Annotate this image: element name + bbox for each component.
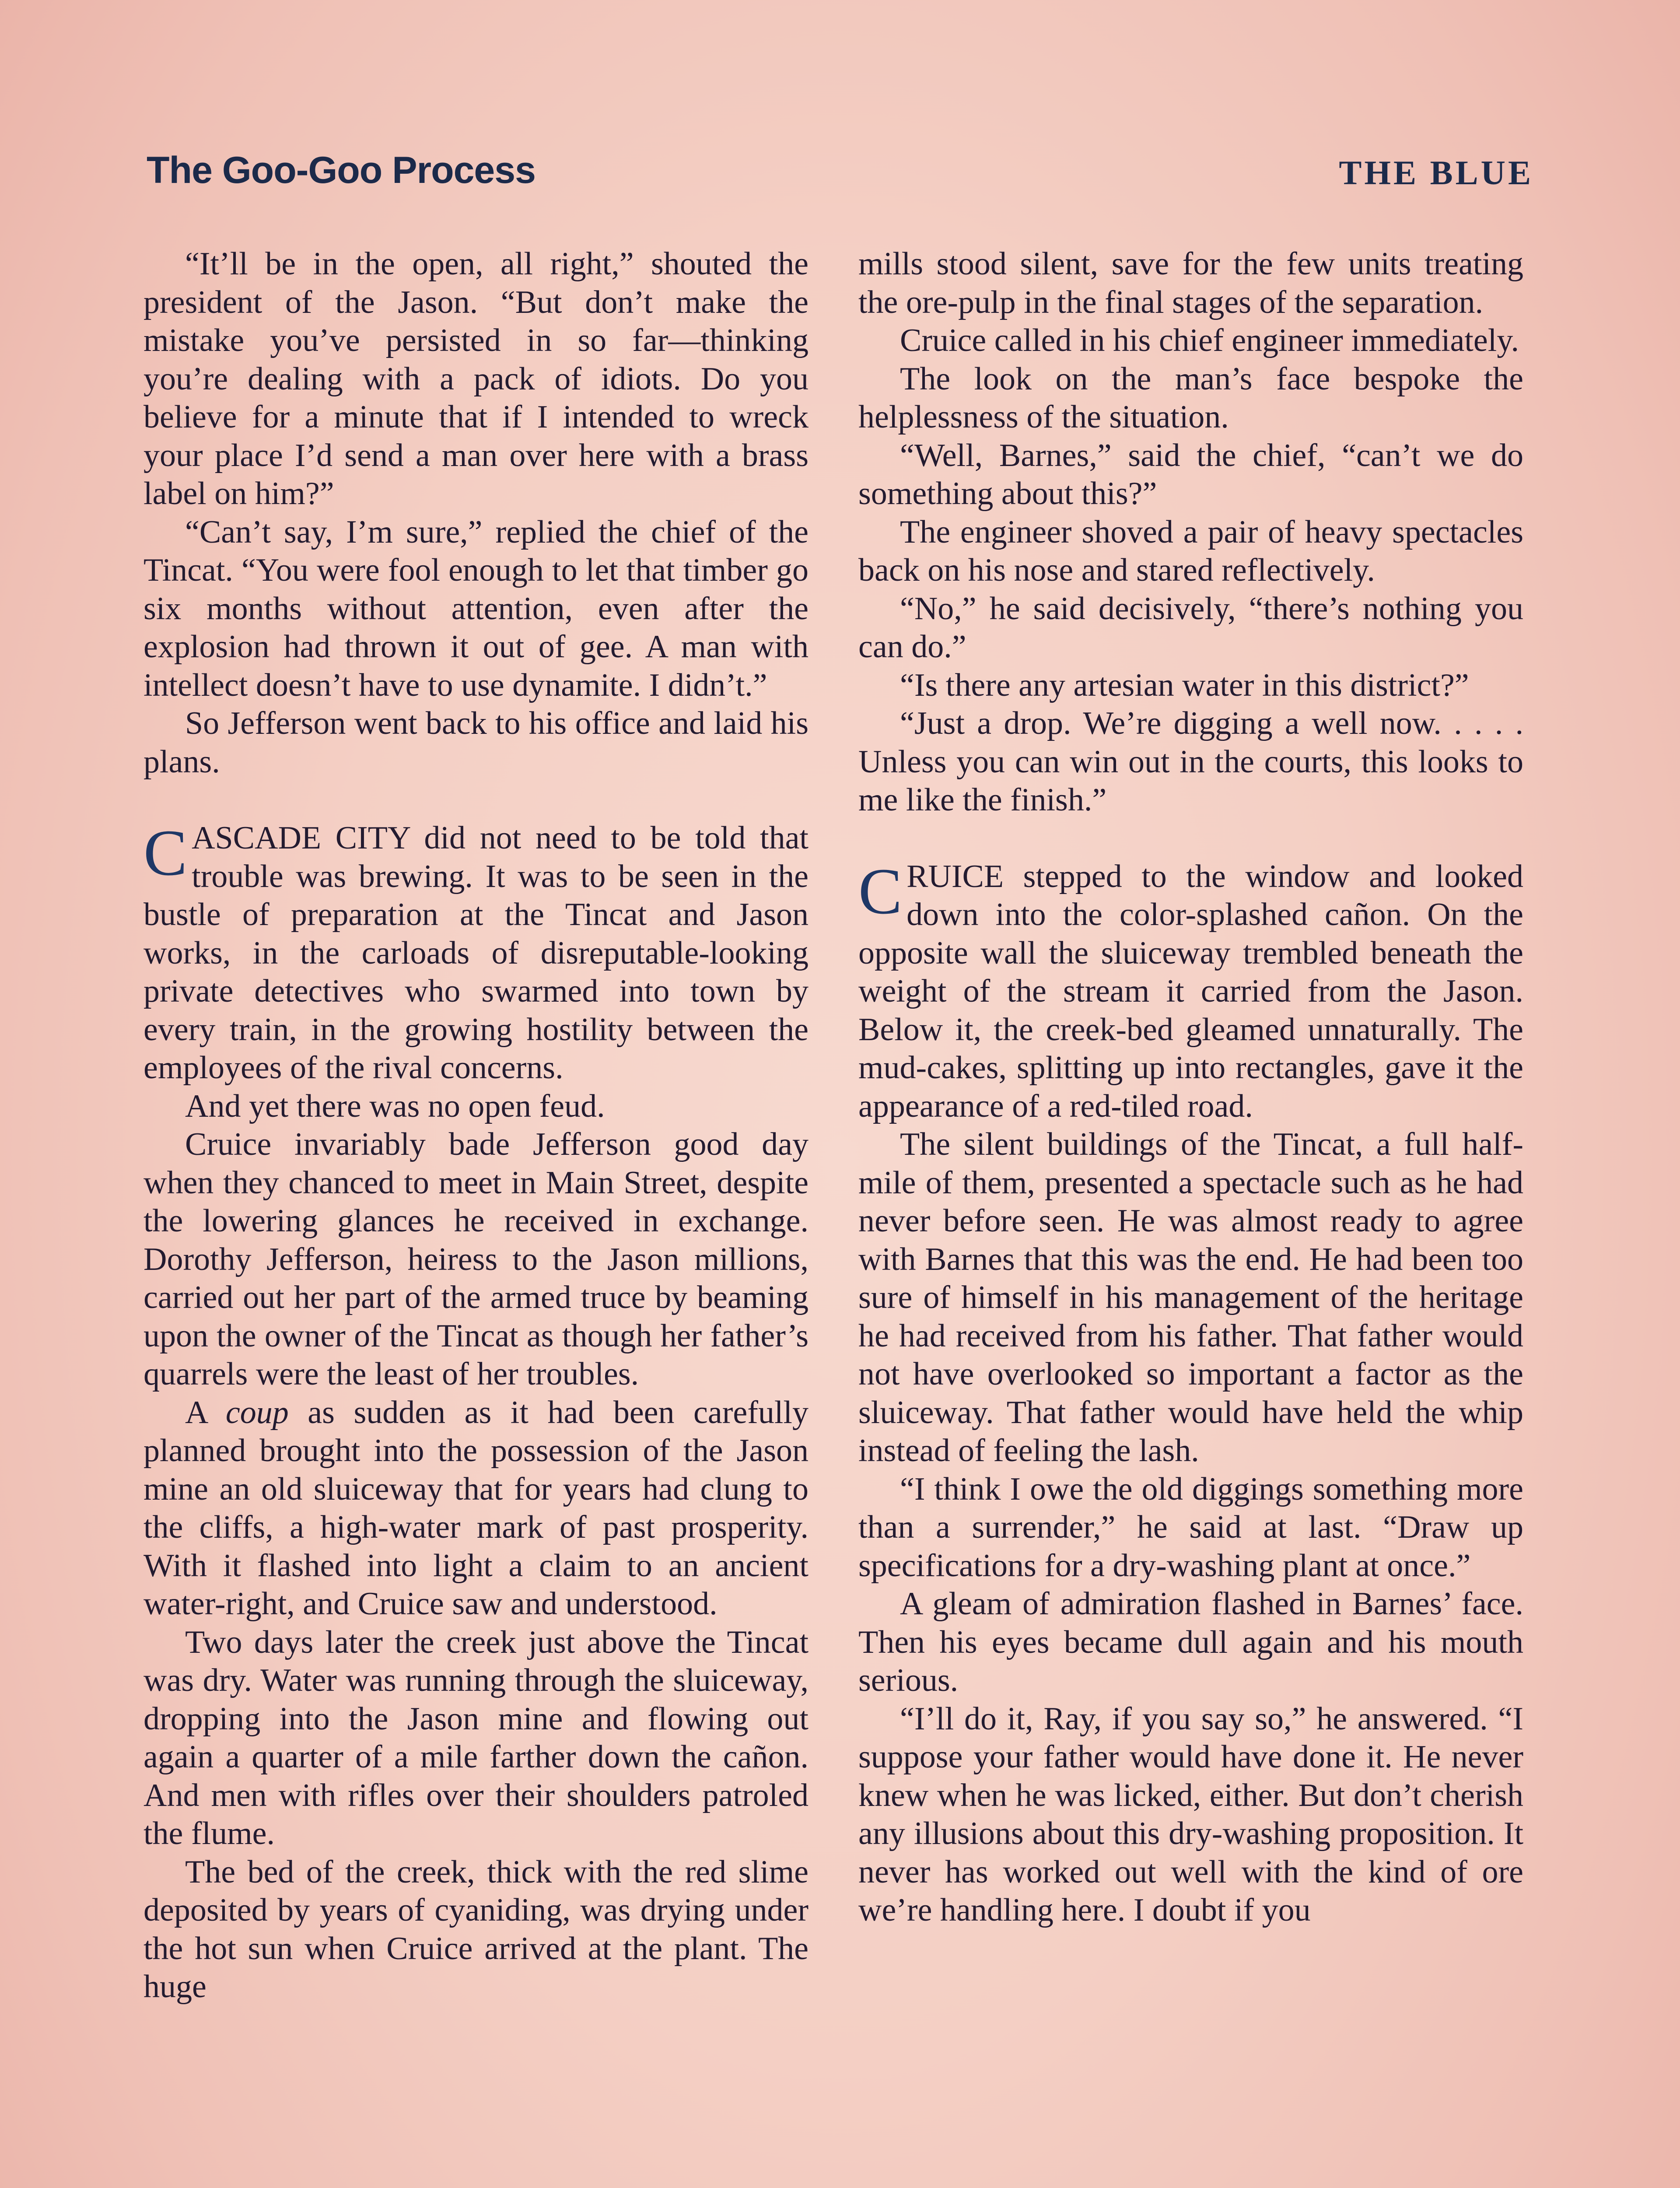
paragraph: “Just a drop. We’re digging a well now. . . . . Unless you can win out in the courts, this looks to me like the finish.” [858, 705, 1523, 818]
paragraph: “I think I owe the old diggings something more than a surrender,” he said at last. “Draw up specifications for a dry-washing plant at once.” [858, 1471, 1523, 1584]
drop-cap: C [858, 855, 903, 928]
right-column [858, 245, 1523, 1930]
paragraph: “Well, Barnes,” said the chief, “can’t we do something about this?” [858, 437, 1523, 512]
paragraph-text: ASCADE CITY did not need to be told that trouble was brewing. It was to be seen in the bustle of preparation at the Tincat and Jason works, in the carloads of disreputable-looking private detectives who swarmed into town by every train, in the growing hostility between the employees of the rival concerns. [144, 820, 808, 1086]
paragraph: mills stood silent, save for the few units treating the ore-pulp in the final stages of the separation. [858, 246, 1523, 320]
paragraph: “Is there any artesian water in this district?” [900, 667, 1469, 703]
drop-cap: C [144, 817, 188, 889]
paragraph: Cruice called in his chief engineer immediately. [900, 323, 1519, 358]
paragraph: The look on the man’s face bespoke the helplessness of the situation. [858, 361, 1523, 435]
paragraph-text: A [185, 1394, 226, 1431]
paragraph: “I’ll do it, Ray, if you say so,” he answered. “I suppose your father would have done it. He never knew when he was licked, either. But don’t cherish any illusions about this dry-washing proposition. It never has worked out well with the kind of ore we’re handling here. I doubt if you [858, 1701, 1523, 1928]
paragraph: The silent buildings of the Tincat, a full half-mile of them, presented a spectacle such as he had never before seen. He was almost ready to agree with Barnes that this was the end. He had been too sure of himself in his management of the heritage he had received from his father. That father would not have overlooked so important a factor as the sluiceway. That father would have held the whip instead of feeling the lash. [858, 1126, 1523, 1469]
left-column [144, 245, 808, 2006]
paragraph-text: RUICE stepped to the window and looked down into the color-splashed cañon. On the opposite wall the sluiceway trembled beneath the weight of the stream it carried from the Jason. Below it, the creek-bed gleamed unnaturally. The mud-cakes, splitting up into rectangles, gave it the appearance of a red-tiled road. [858, 858, 1523, 1124]
paragraph: “It’ll be in the open, all right,” shouted the president of the Jason. “But don’t make the mistake you’ve persisted in so far—thinking you’re dealing with a pack of idiots. Do you believe for a minute that if I intended to wreck your place I’d send a man over here with a brass label on him?” [144, 246, 808, 512]
paragraph: And yet there was no open feud. [185, 1088, 605, 1124]
paragraph: A gleam of admiration flashed in Barnes’ face. Then his eyes became dull again and his mouth serious. [858, 1586, 1523, 1698]
running-title: The Goo-Goo Process [147, 149, 536, 191]
paragraph-text: as sudden as it had been carefully planned brought into the possession of the Jason mine an old sluiceway that for years had clung to the cliffs, a high-water mark of past prosperity. With it flashed into light a claim to an ancient water-right, and Cruice saw and understood. [144, 1394, 808, 1622]
italic-word: coup [225, 1394, 289, 1431]
section-paragraph [858, 855, 1523, 1126]
paragraph: The bed of the creek, thick with the red slime deposited by years of cyaniding, was drying under the hot sun when Cruice arrived at the plant. The huge [144, 1854, 808, 2005]
paragraph: “Can’t say, I’m sure,” replied the chief of the Tincat. “You were fool enough to let that timber go six months without attention, even after the explosion had thrown it out of gee. A man with intellect doesn’t have to use dynamite. I didn’t.” [144, 514, 808, 703]
paragraph: Two days later the creek just above the Tincat was dry. Water was running through the sluiceway, dropping into the Jason mine and flowing out again a quarter of a mile farther down the cañon. And men with rifles over their shoulders patroled the flume. [144, 1624, 808, 1851]
paragraph: “No,” he said decisively, “there’s nothing you can do.” [858, 590, 1523, 665]
magazine-name: THE BLUE [1339, 154, 1533, 192]
paragraph [144, 1394, 808, 1623]
paragraph: The engineer shoved a pair of heavy spectacles back on his nose and stared reflectively. [858, 514, 1523, 588]
paragraph: Cruice invariably bade Jefferson good day when they chanced to meet in Main Street, despite the lowering glances he received in exchange. Dorothy Jefferson, heiress to the Jason millions, carried out her part of the armed truce by beaming upon the owner of the Tincat as though her father’s quarrels were the least of her troubles. [144, 1126, 808, 1392]
paragraph: So Jefferson went back to his office and laid his plans. [144, 705, 808, 780]
section-paragraph [144, 819, 808, 1087]
